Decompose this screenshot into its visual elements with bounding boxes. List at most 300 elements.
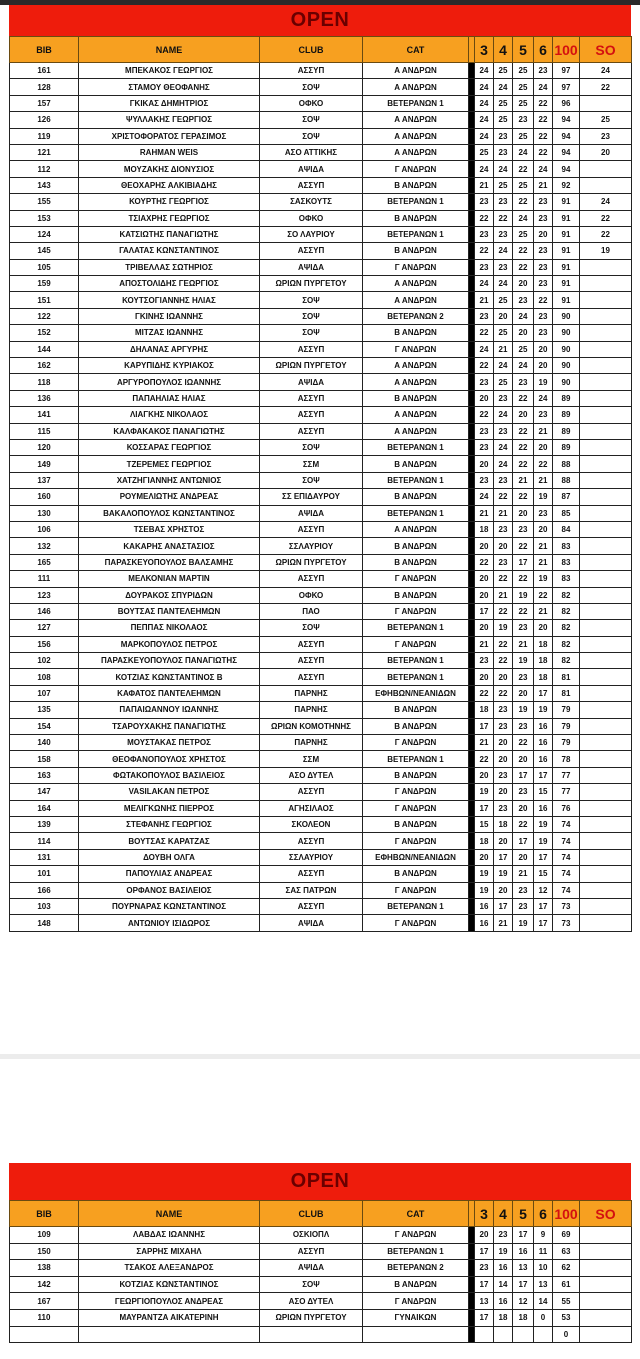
cell-round-6: 22 <box>534 112 553 128</box>
cell-shootoff <box>580 1243 632 1260</box>
cell-round-4: 17 <box>494 898 513 914</box>
cell-total: 97 <box>553 63 580 79</box>
cell-total: 97 <box>553 79 580 95</box>
cell-club <box>260 1326 363 1343</box>
header-row <box>10 37 632 63</box>
cell-round-5: 19 <box>513 915 534 931</box>
cell-club: ΠΑΡΝΗΣ <box>260 735 363 751</box>
cell-bib: 105 <box>10 259 79 275</box>
cell-round-5: 23 <box>513 292 534 308</box>
cell-club: ΑΣΣΥΠ <box>260 653 363 669</box>
header-row <box>10 1201 632 1227</box>
cell-cat: ΒΕΤΕΡΑΝΩΝ 1 <box>363 620 469 636</box>
cell-round-4: 23 <box>494 390 513 406</box>
cell-round-4: 23 <box>494 423 513 439</box>
cell-round-6: 23 <box>534 194 553 210</box>
col-header-name: NAME <box>79 1201 260 1227</box>
cell-round-5: 20 <box>513 325 534 341</box>
cell-shootoff <box>580 292 632 308</box>
cell-name: ΒΟΥΤΣΑΣ ΠΑΝΤΕΛΕΗΜΩΝ <box>79 603 260 619</box>
cell-name: ΚΑΡΥΠΙΔΗΣ ΚΥΡΙΑΚΟΣ <box>79 358 260 374</box>
cell-club: ΩΡΙΩΝ ΠΥΡΓΕΤΟΥ <box>260 554 363 570</box>
cell-club: ΣΟΨ <box>260 472 363 488</box>
cell-club: ΑΣΣΥΠ <box>260 341 363 357</box>
table-row <box>10 144 632 160</box>
cell-bib: 138 <box>10 1260 79 1277</box>
cell-round-6: 0 <box>534 1309 553 1326</box>
cell-bib: 153 <box>10 210 79 226</box>
cell-cat: Β ΑΝΔΡΩΝ <box>363 767 469 783</box>
cell-round-6: 22 <box>534 144 553 160</box>
cell-club: ΑΨΙΔΑ <box>260 374 363 390</box>
cell-round-6: 19 <box>534 816 553 832</box>
cell-round-3: 19 <box>475 784 494 800</box>
cell-round-4: 22 <box>494 685 513 701</box>
cell-round-4: 20 <box>494 833 513 849</box>
cell-shootoff <box>580 685 632 701</box>
cell-round-3: 17 <box>475 800 494 816</box>
table-row <box>10 849 632 865</box>
table-row <box>10 112 632 128</box>
cell-club: ΑΣΣΥΠ <box>260 571 363 587</box>
cell-bib: 144 <box>10 341 79 357</box>
cell-round-6: 24 <box>534 79 553 95</box>
results-table <box>9 1200 632 1343</box>
cell-name: ΔΟΥΒΗ ΟΛΓΑ <box>79 849 260 865</box>
cell-round-5: 22 <box>513 571 534 587</box>
cell-name: ΔΗΛΑΝΑΣ ΑΡΓΥΡΗΣ <box>79 341 260 357</box>
cell-bib: 112 <box>10 161 79 177</box>
cell-cat: ΒΕΤΕΡΑΝΩΝ 1 <box>363 439 469 455</box>
cell-shootoff <box>580 505 632 521</box>
table-row <box>10 1309 632 1326</box>
cell-round-6: 21 <box>534 423 553 439</box>
cell-cat: Α ΑΝΔΡΩΝ <box>363 374 469 390</box>
col-header-round-6: 6 <box>534 37 553 63</box>
cell-cat: Α ΑΝΔΡΩΝ <box>363 144 469 160</box>
cell-round-5: 17 <box>513 1276 534 1293</box>
cell-round-5: 19 <box>513 702 534 718</box>
cell-cat: ΒΕΤΕΡΑΝΩΝ 1 <box>363 95 469 111</box>
cell-shootoff <box>580 276 632 292</box>
cell-bib: 161 <box>10 63 79 79</box>
table-row <box>10 702 632 718</box>
cell-shootoff: 22 <box>580 210 632 226</box>
cell-cat: Α ΑΝΔΡΩΝ <box>363 407 469 423</box>
cell-round-4: 23 <box>494 800 513 816</box>
cell-total: 74 <box>553 866 580 882</box>
cell-round-3: 23 <box>475 259 494 275</box>
cell-shootoff <box>580 636 632 652</box>
cell-round-5: 21 <box>513 636 534 652</box>
cell-round-5: 23 <box>513 374 534 390</box>
cell-total: 69 <box>553 1227 580 1244</box>
cell-club: ΟΦΚΟ <box>260 210 363 226</box>
cell-club: ΩΡΙΩΝ ΠΥΡΓΕΤΟΥ <box>260 276 363 292</box>
cell-cat: Β ΑΝΔΡΩΝ <box>363 210 469 226</box>
cell-total: 77 <box>553 784 580 800</box>
cell-shootoff <box>580 341 632 357</box>
cell-round-5: 23 <box>513 784 534 800</box>
cell-round-6: 22 <box>534 292 553 308</box>
cell-round-4: 19 <box>494 620 513 636</box>
cell-round-3: 22 <box>475 358 494 374</box>
cell-cat: ΒΕΤΕΡΑΝΩΝ 1 <box>363 1243 469 1260</box>
cell-round-5: 17 <box>513 554 534 570</box>
cell-round-6: 18 <box>534 636 553 652</box>
table-row <box>10 358 632 374</box>
cell-round-5: 20 <box>513 751 534 767</box>
table-row <box>10 390 632 406</box>
cell-round-5: 23 <box>513 112 534 128</box>
col-header-round-5: 5 <box>513 1201 534 1227</box>
cell-round-3: 22 <box>475 325 494 341</box>
cell-shootoff <box>580 456 632 472</box>
cell-name: ΠΑΠΑΙΩΑΝΝΟΥ ΙΩΑΝΝΗΣ <box>79 702 260 718</box>
cell-club: ΑΣΣΥΠ <box>260 63 363 79</box>
cell-cat: Β ΑΝΔΡΩΝ <box>363 456 469 472</box>
cell-round-5: 20 <box>513 407 534 423</box>
cell-bib: 109 <box>10 1227 79 1244</box>
cell-name: ΜΟΥΖΑΚΗΣ ΔΙΟΝΥΣΙΟΣ <box>79 161 260 177</box>
cell-round-3: 24 <box>475 489 494 505</box>
cell-round-3: 19 <box>475 866 494 882</box>
cell-round-5: 22 <box>513 489 534 505</box>
cell-shootoff <box>580 571 632 587</box>
cell-round-5: 20 <box>513 849 534 865</box>
section-title-bar <box>9 5 631 36</box>
cell-shootoff: 24 <box>580 194 632 210</box>
cell-bib: 136 <box>10 390 79 406</box>
cell-total: 85 <box>553 505 580 521</box>
cell-total: 53 <box>553 1309 580 1326</box>
cell-total: 91 <box>553 276 580 292</box>
cell-shootoff <box>580 374 632 390</box>
cell-round-4: 22 <box>494 489 513 505</box>
cell-bib: 135 <box>10 702 79 718</box>
cell-round-6: 21 <box>534 603 553 619</box>
cell-round-5: 24 <box>513 308 534 324</box>
cell-club: ΑΣΟ ΑΤΤΙΚΗΣ <box>260 144 363 160</box>
cell-round-6: 19 <box>534 702 553 718</box>
cell-round-3: 24 <box>475 128 494 144</box>
cell-bib: 141 <box>10 407 79 423</box>
cell-round-3: 23 <box>475 423 494 439</box>
cell-shootoff <box>580 620 632 636</box>
col-header-total: 100 <box>553 37 580 63</box>
cell-name: ΜΟΥΣΤΑΚΑΣ ΠΕΤΡΟΣ <box>79 735 260 751</box>
col-header-bib: BIB <box>10 1201 79 1227</box>
cell-bib: 107 <box>10 685 79 701</box>
cell-round-3: 18 <box>475 833 494 849</box>
col-header-name: NAME <box>79 37 260 63</box>
cell-round-4: 24 <box>494 161 513 177</box>
cell-club: ΠΑΟ <box>260 603 363 619</box>
cell-round-4: 21 <box>494 505 513 521</box>
table-row <box>10 915 632 931</box>
cell-shootoff <box>580 1260 632 1277</box>
table-row <box>10 653 632 669</box>
cell-shootoff <box>580 177 632 193</box>
cell-club: ΑΣΣΥΠ <box>260 636 363 652</box>
cell-total: 90 <box>553 358 580 374</box>
cell-round-4: 25 <box>494 63 513 79</box>
cell-total: 90 <box>553 374 580 390</box>
cell-round-5: 21 <box>513 472 534 488</box>
cell-shootoff <box>580 1293 632 1310</box>
cell-name: ΒΑΚΑΛΟΠΟΥΛΟΣ ΚΩΝΣΤΑΝΤΙΝΟΣ <box>79 505 260 521</box>
cell-round-6: 17 <box>534 685 553 701</box>
cell-shootoff <box>580 554 632 570</box>
section-title-bar <box>9 1163 631 1200</box>
cell-round-6: 16 <box>534 751 553 767</box>
cell-round-4: 22 <box>494 603 513 619</box>
cell-round-3: 20 <box>475 669 494 685</box>
cell-club: ΣΣΜ <box>260 751 363 767</box>
cell-total: 79 <box>553 702 580 718</box>
cell-round-5: 16 <box>513 1243 534 1260</box>
cell-club: ΣΟΨ <box>260 79 363 95</box>
cell-shootoff <box>580 653 632 669</box>
cell-round-4: 23 <box>494 1227 513 1244</box>
cell-club: ΑΨΙΔΑ <box>260 1260 363 1277</box>
table-row <box>10 620 632 636</box>
cell-round-3: 23 <box>475 439 494 455</box>
cell-cat: ΒΕΤΕΡΑΝΩΝ 1 <box>363 669 469 685</box>
cell-club: ΠΑΡΝΗΣ <box>260 702 363 718</box>
cell-cat: Γ ΑΝΔΡΩΝ <box>363 636 469 652</box>
cell-round-3: 23 <box>475 308 494 324</box>
cell-name: RAHMAN WEIS <box>79 144 260 160</box>
cell-round-3: 20 <box>475 767 494 783</box>
cell-bib: 119 <box>10 128 79 144</box>
cell-name: ΜΕΛΙΓΚΩΝΗΣ ΠΙΕΡΡΟΣ <box>79 800 260 816</box>
cell-cat: Γ ΑΝΔΡΩΝ <box>363 259 469 275</box>
cell-club: ΑΨΙΔΑ <box>260 259 363 275</box>
cell-round-3: 24 <box>475 63 494 79</box>
cell-round-4: 20 <box>494 735 513 751</box>
table-row <box>10 1326 632 1343</box>
cell-bib: 120 <box>10 439 79 455</box>
cell-cat: Α ΑΝΔΡΩΝ <box>363 79 469 95</box>
cell-round-4: 14 <box>494 1276 513 1293</box>
cell-shootoff <box>580 767 632 783</box>
cell-shootoff <box>580 390 632 406</box>
cell-round-4: 21 <box>494 587 513 603</box>
table-row <box>10 751 632 767</box>
cell-total: 92 <box>553 177 580 193</box>
cell-cat: Γ ΑΝΔΡΩΝ <box>363 571 469 587</box>
cell-name: ΚΑΤΣΙΩΤΗΣ ΠΑΝΑΓΙΩΤΗΣ <box>79 226 260 242</box>
cell-club: ΑΣΣΥΠ <box>260 669 363 685</box>
cell-shootoff <box>580 735 632 751</box>
results-table <box>9 36 632 932</box>
cell-round-6: 17 <box>534 767 553 783</box>
cell-shootoff <box>580 1326 632 1343</box>
cell-round-6: 17 <box>534 898 553 914</box>
cell-name: ΤΣΙΑΧΡΗΣ ΓΕΩΡΓΙΟΣ <box>79 210 260 226</box>
cell-round-6: 21 <box>534 538 553 554</box>
cell-round-5: 22 <box>513 259 534 275</box>
cell-round-4: 18 <box>494 816 513 832</box>
table-row <box>10 882 632 898</box>
cell-total: 0 <box>553 1326 580 1343</box>
table-row <box>10 685 632 701</box>
cell-round-3: 23 <box>475 374 494 390</box>
cell-cat: Γ ΑΝΔΡΩΝ <box>363 784 469 800</box>
cell-round-3: 20 <box>475 390 494 406</box>
cell-cat: Γ ΑΝΔΡΩΝ <box>363 341 469 357</box>
cell-name: ΛΙΑΓΚΗΣ ΝΙΚΟΛΑΟΣ <box>79 407 260 423</box>
cell-round-6: 22 <box>534 128 553 144</box>
cell-bib: 157 <box>10 95 79 111</box>
cell-name: ΑΝΤΩΝΙΟΥ ΙΣΙΔΩΡΟΣ <box>79 915 260 931</box>
cell-round-5: 17 <box>513 1227 534 1244</box>
cell-club: ΑΣΟ ΔΥΤΕΛ <box>260 767 363 783</box>
table-row <box>10 374 632 390</box>
cell-shootoff <box>580 95 632 111</box>
cell-total: 94 <box>553 128 580 144</box>
cell-cat: Α ΑΝΔΡΩΝ <box>363 112 469 128</box>
cell-round-4: 20 <box>494 538 513 554</box>
cell-bib: 164 <box>10 800 79 816</box>
cell-round-6: 19 <box>534 571 553 587</box>
cell-round-4: 23 <box>494 226 513 242</box>
cell-total: 89 <box>553 423 580 439</box>
cell-cat: ΒΕΤΕΡΑΝΩΝ 1 <box>363 898 469 914</box>
cell-round-5: 25 <box>513 95 534 111</box>
cell-total: 81 <box>553 685 580 701</box>
cell-shootoff <box>580 882 632 898</box>
cell-shootoff <box>580 489 632 505</box>
table-row <box>10 210 632 226</box>
cell-round-3: 24 <box>475 95 494 111</box>
cell-round-5: 20 <box>513 505 534 521</box>
cell-shootoff: 20 <box>580 144 632 160</box>
cell-round-6: 13 <box>534 1276 553 1293</box>
table-row <box>10 325 632 341</box>
cell-name: ΛΑΒΔΑΣ ΙΩΑΝΝΗΣ <box>79 1227 260 1244</box>
cell-name: ΚΑΚΑΡΗΣ ΑΝΑΣΤΑΣΙΟΣ <box>79 538 260 554</box>
cell-shootoff <box>580 915 632 931</box>
cell-bib: 156 <box>10 636 79 652</box>
cell-club: ΩΡΙΩΝ ΠΥΡΓΕΤΟΥ <box>260 1309 363 1326</box>
cell-round-6: 21 <box>534 472 553 488</box>
cell-name: ΘΕΟΦΑΝΟΠΟΥΛΟΣ ΧΡΗΣΤΟΣ <box>79 751 260 767</box>
cell-bib: 114 <box>10 833 79 849</box>
cell-round-3: 18 <box>475 521 494 537</box>
table-row <box>10 571 632 587</box>
cell-round-6: 23 <box>534 210 553 226</box>
cell-round-6: 16 <box>534 735 553 751</box>
cell-round-5: 20 <box>513 685 534 701</box>
cell-round-4: 24 <box>494 79 513 95</box>
cell-round-6: 23 <box>534 63 553 79</box>
cell-round-4: 21 <box>494 341 513 357</box>
cell-shootoff: 19 <box>580 243 632 259</box>
col-header-bib: BIB <box>10 37 79 63</box>
cell-cat: ΕΦΗΒΩΝ/ΝΕΑΝΙΔΩΝ <box>363 685 469 701</box>
cell-round-6: 20 <box>534 620 553 636</box>
cell-club: ΣΟΨ <box>260 439 363 455</box>
cell-round-3: 24 <box>475 112 494 128</box>
cell-round-6: 21 <box>534 177 553 193</box>
table-row <box>10 800 632 816</box>
cell-bib: 137 <box>10 472 79 488</box>
cell-round-4: 25 <box>494 325 513 341</box>
cell-bib: 158 <box>10 751 79 767</box>
cell-cat: Β ΑΝΔΡΩΝ <box>363 554 469 570</box>
cell-round-5: 25 <box>513 63 534 79</box>
cell-round-5 <box>513 1326 534 1343</box>
cell-club: ΣΟΨ <box>260 128 363 144</box>
cell-total: 78 <box>553 751 580 767</box>
cell-bib: 160 <box>10 489 79 505</box>
cell-total: 82 <box>553 587 580 603</box>
cell-name: ΒΟΥΤΣΑΣ ΚΑΡΑΤΖΑΣ <box>79 833 260 849</box>
table-row <box>10 1293 632 1310</box>
cell-cat: Α ΑΝΔΡΩΝ <box>363 292 469 308</box>
cell-name: ΜΕΛΚΟΝΙΑΝ ΜΑΡΤΙΝ <box>79 571 260 587</box>
results-body <box>10 63 632 932</box>
cell-round-6: 18 <box>534 669 553 685</box>
cell-shootoff <box>580 751 632 767</box>
cell-total: 82 <box>553 603 580 619</box>
col-header-cat: CAT <box>363 1201 469 1227</box>
col-header-club: CLUB <box>260 1201 363 1227</box>
cell-round-3: 16 <box>475 915 494 931</box>
cell-club: ΣΟΨ <box>260 308 363 324</box>
cell-total: 94 <box>553 161 580 177</box>
cell-round-4: 22 <box>494 636 513 652</box>
cell-round-5: 13 <box>513 1260 534 1277</box>
cell-cat: Β ΑΝΔΡΩΝ <box>363 718 469 734</box>
table-row <box>10 735 632 751</box>
cell-total: 61 <box>553 1276 580 1293</box>
cell-round-6: 23 <box>534 325 553 341</box>
cell-round-4: 24 <box>494 243 513 259</box>
cell-cat: Β ΑΝΔΡΩΝ <box>363 538 469 554</box>
col-header-round-4: 4 <box>494 1201 513 1227</box>
cell-total: 87 <box>553 489 580 505</box>
cell-cat: ΒΕΤΕΡΑΝΩΝ 1 <box>363 653 469 669</box>
cell-round-4: 24 <box>494 358 513 374</box>
table-row <box>10 226 632 242</box>
cell-shootoff <box>580 259 632 275</box>
cell-round-3: 25 <box>475 144 494 160</box>
cell-round-3: 24 <box>475 79 494 95</box>
cell-bib: 139 <box>10 816 79 832</box>
cell-name: ΡΟΥΜΕΛΙΩΤΗΣ ΑΝΔΡΕΑΣ <box>79 489 260 505</box>
cell-round-3: 22 <box>475 210 494 226</box>
cell-name: ΜΙΤΖΑΣ ΙΩΑΝΝΗΣ <box>79 325 260 341</box>
results-body <box>10 1227 632 1343</box>
cell-club: ΑΣΣΥΠ <box>260 1243 363 1260</box>
cell-round-4: 23 <box>494 472 513 488</box>
cell-round-3: 22 <box>475 554 494 570</box>
cell-round-4 <box>494 1326 513 1343</box>
cell-name: ΟΡΦΑΝΟΣ ΒΑΣΙΛΕΙΟΣ <box>79 882 260 898</box>
cell-round-5: 22 <box>513 538 534 554</box>
cell-name: ΣΤΑΜΟΥ ΘΕΟΦΑΝΗΣ <box>79 79 260 95</box>
cell-round-4: 20 <box>494 784 513 800</box>
cell-name: ΑΠΟΣΤΟΛΙΔΗΣ ΓΕΩΡΓΙΟΣ <box>79 276 260 292</box>
cell-name: ΚΟΤΖΙΑΣ ΚΩΝΣΤΑΝΤΙΝΟΣ <box>79 1276 260 1293</box>
cell-round-5: 24 <box>513 358 534 374</box>
cell-round-5: 21 <box>513 866 534 882</box>
cell-total: 74 <box>553 882 580 898</box>
cell-round-5: 22 <box>513 456 534 472</box>
